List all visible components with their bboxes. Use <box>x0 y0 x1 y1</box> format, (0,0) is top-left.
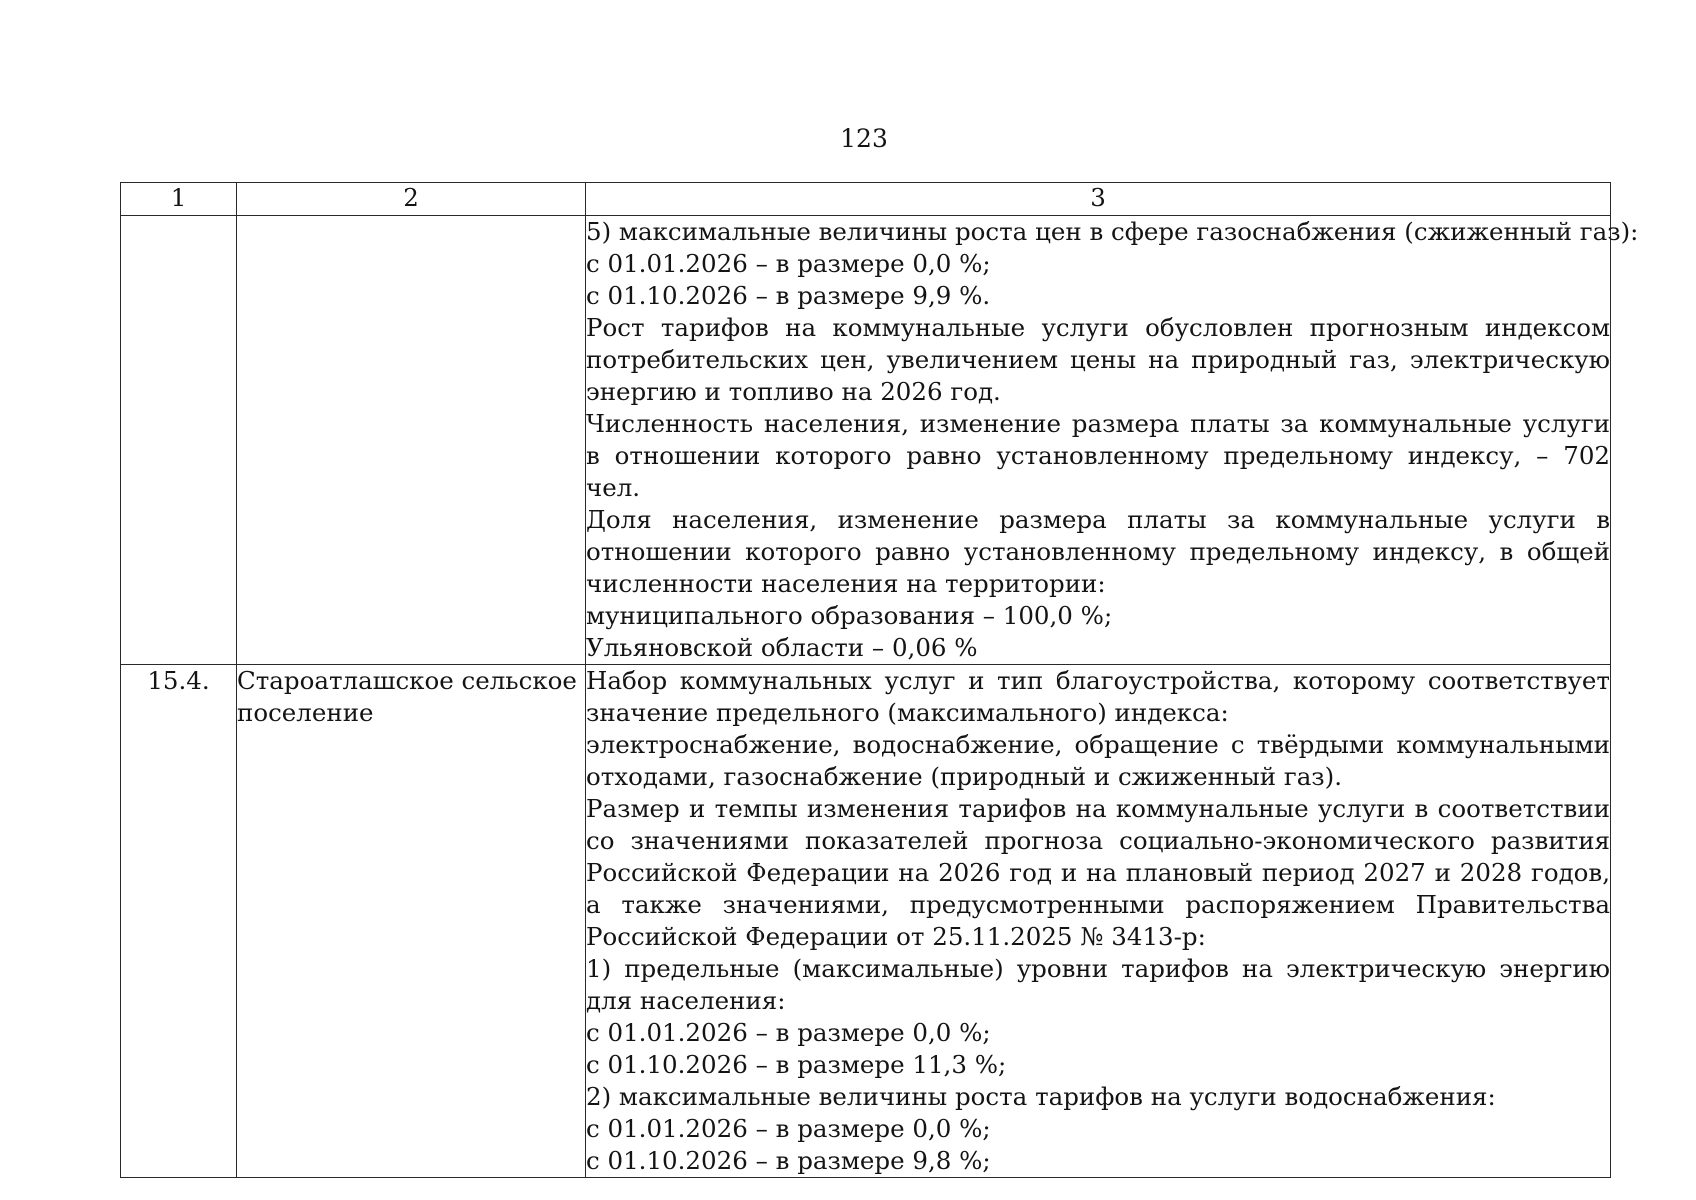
settlement-name-cell: Староатлашское сельское поселение <box>237 665 586 1178</box>
paragraph: Размер и темпы изменения тарифов на коммунальные услуги в соответствии со значениями показателей прогноза социально-экономического развития Российской Федерации на 2026 год и на плановый период 2027 и 2028 годов, а также значениями, предусмотренными распоряжением Правительства Российской Федерации от 25.11.2025 № 3413-р: <box>586 794 1610 951</box>
description-cell <box>586 665 1611 1178</box>
paragraph: с 01.10.2026 – в размере 9,8 %; <box>586 1146 991 1175</box>
paragraph: 2) максимальные величины роста тарифов на услуги водоснабжения: <box>586 1082 1496 1111</box>
column-header-1: 1 <box>121 183 237 216</box>
paragraph: с 01.01.2026 – в размере 0,0 %; <box>586 1114 991 1143</box>
paragraph: Ульяновской области – 0,06 % <box>586 633 978 662</box>
paragraph: Рост тарифов на коммунальные услуги обусловлен прогнозным индексом потребительских цен, увеличением цены на природный газ, электрическую энергию и топливо на 2026 год. <box>586 313 1610 406</box>
paragraph: муниципального образования – 100,0 %; <box>586 601 1113 630</box>
paragraph: Численность населения, изменение размера платы за коммунальные услуги в отношении которого равно установленному предельному индексу, – 702 чел. <box>586 409 1610 502</box>
paragraph: 1) предельные (максимальные) уровни тарифов на электрическую энергию для населения: <box>586 954 1610 1015</box>
table-row <box>121 665 1611 1178</box>
paragraph: с 01.10.2026 – в размере 11,3 %; <box>586 1050 1007 1079</box>
settlement-name-cell <box>237 216 586 665</box>
table-row <box>121 216 1611 665</box>
paragraph: с 01.01.2026 – в размере 0,0 %; <box>586 249 991 278</box>
row-number-cell: 15.4. <box>121 665 237 1178</box>
paragraph: электроснабжение, водоснабжение, обращение с твёрдыми коммунальными отходами, газоснабжение (природный и сжиженный газ). <box>586 730 1610 791</box>
row-number-cell <box>121 216 237 665</box>
document-table <box>120 182 1639 1178</box>
column-header-3: 3 <box>586 183 1611 216</box>
description-cell <box>586 216 1639 665</box>
paragraph: с 01.10.2026 – в размере 9,9 %. <box>586 281 991 310</box>
paragraph: Набор коммунальных услуг и тип благоустройства, которому соответствует значение предельного (максимального) индекса: <box>586 666 1610 727</box>
page-number: 123 <box>840 124 888 153</box>
column-header-2: 2 <box>237 183 586 216</box>
paragraph: 5) максимальные величины роста цен в сфере газоснабжения (сжиженный газ): <box>586 217 1639 246</box>
paragraph: Доля населения, изменение размера платы за коммунальные услуги в отношении которого равно установленному предельному индексу, в общей численности населения на территории: <box>586 505 1610 598</box>
table-header-row <box>121 183 1611 216</box>
paragraph: с 01.01.2026 – в размере 0,0 %; <box>586 1018 991 1047</box>
